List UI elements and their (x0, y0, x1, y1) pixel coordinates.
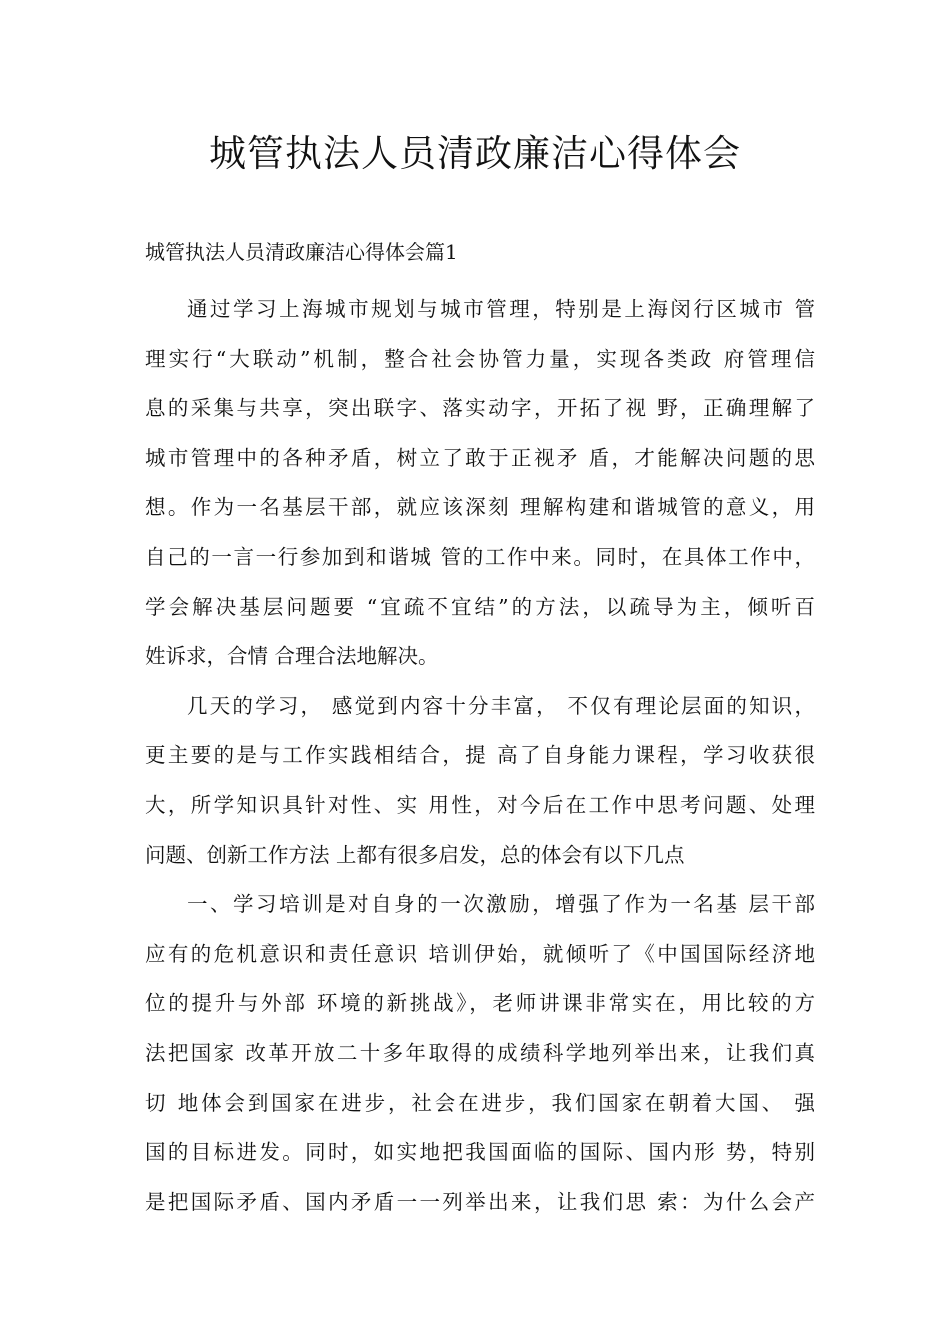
text-line: 是把国际矛盾、国内矛盾一一列举出来，让我们思 索：为什么会产 (145, 1189, 815, 1214)
text-line: 城市管理中的各种矛盾，树立了敢于正视矛 盾，才能解决问题的思 (145, 445, 815, 470)
paragraph-1 (145, 285, 815, 682)
text-line: 理实行“大联动”机制，整合社会协管力量，实现各类政 府管理信 (145, 346, 815, 371)
text-line: 一、学习培训是对自身的一次激励，增强了作为一名基 层干部 (187, 892, 815, 917)
section-heading: 城管执法人员清政廉洁心得体会篇1 (145, 240, 458, 264)
text-line: 想。作为一名基层干部，就应该深刻 理解构建和谐城管的意义，用 (145, 495, 815, 520)
paragraph-2 (145, 682, 815, 880)
text-line: 学会解决基层问题要 “宜疏不宜结”的方法，以疏导为主，倾听百 (145, 594, 815, 619)
text-line: 法把国家 改革开放二十多年取得的成绩科学地列举出来，让我们真 (145, 1040, 815, 1065)
text-line: 姓诉求，合情 合理合法地解决。 (145, 644, 439, 669)
text-line: 自己的一言一行参加到和谐城 管的工作中来。同时，在具体工作中， (145, 544, 815, 569)
text-line: 位的提升与外部 环境的新挑战》，老师讲课非常实在，用比较的方 (145, 991, 815, 1016)
text-line: 大，所学知识具针对性、实 用性，对今后在工作中思考问题、处理 (145, 792, 815, 817)
text-line: 切 地体会到国家在进步，社会在进步，我们国家在朝着大国、 强 (145, 1090, 815, 1115)
text-line: 通过学习上海城市规划与城市管理，特别是上海闵行区城市 管 (187, 297, 815, 321)
paragraph-3 (145, 880, 815, 1227)
document-body (145, 285, 815, 1227)
text-line: 更主要的是与工作实践相结合，提 高了自身能力课程，学习收获很 (145, 743, 815, 768)
text-line: 问题、创新工作方法 上都有很多启发，总的体会有以下几点 (145, 842, 685, 867)
text-line: 应有的危机意识和责任意识 培训伊始，就倾听了《中国国际经济地 (145, 941, 815, 966)
text-line: 几天的学习， 感觉到内容十分丰富， 不仅有理论层面的知识， (187, 693, 815, 718)
text-line: 国的目标进发。同时，如实地把我国面临的国际、国内形 势，特别 (145, 1140, 815, 1165)
text-line: 息的采集与共享，突出联字、落实动字，开拓了视 野，正确理解了 (145, 396, 815, 421)
page-title: 城管执法人员清政廉洁心得体会 (209, 132, 741, 175)
